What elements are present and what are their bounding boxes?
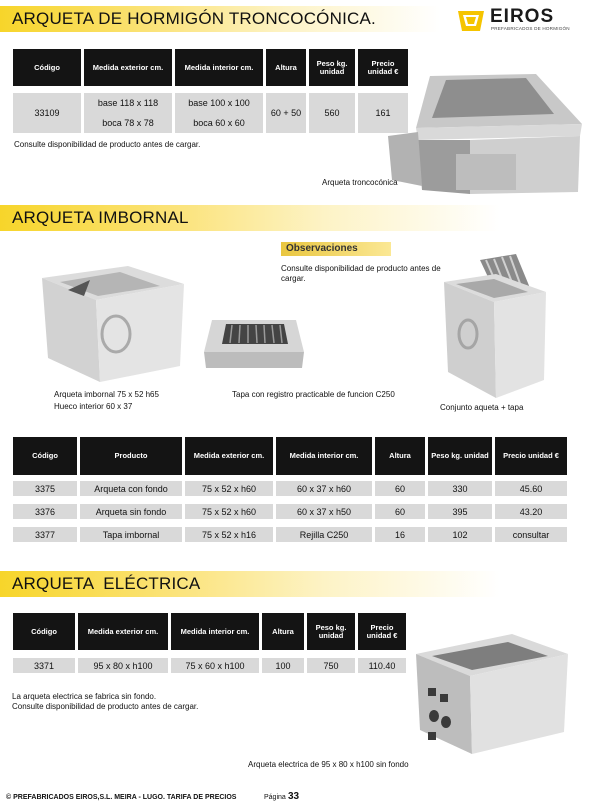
section-header-troncoconica	[0, 6, 440, 32]
conjunto-caption: Conjunto aqueta + tapa	[440, 403, 524, 412]
code-cell: 3376	[13, 504, 77, 519]
section-header-electrica	[0, 571, 500, 597]
col-header: Medida interior cm.	[171, 613, 259, 650]
conjunto-image	[440, 252, 550, 400]
height-cell: 60	[375, 481, 425, 496]
col-header: Precio unidad €	[495, 437, 567, 475]
ext-cell: 95 x 80 x h100	[78, 658, 168, 673]
col-header: Peso kg. unidad	[309, 49, 355, 86]
price-cell: consultar	[495, 527, 567, 542]
int-boca: boca 60 x 60	[193, 118, 245, 128]
footer-company: © PREFABRICADOS EIROS,S.L. MEIRA - LUGO. TARIFA DE PRECIOS	[6, 794, 237, 801]
imbornal-caption-2: Hueco interior 60 x 37	[54, 402, 133, 411]
weight-cell: 102	[428, 527, 492, 542]
observations-text: Consulte disponibilidad de producto antes de cargar.	[281, 264, 441, 283]
weight-cell: 330	[428, 481, 492, 496]
col-header: Altura	[375, 437, 425, 475]
ext-boca: boca 78 x 78	[102, 118, 154, 128]
brand-name: EIROS	[490, 6, 555, 27]
code-cell: 33109	[13, 93, 81, 133]
weight-cell: 750	[307, 658, 355, 673]
ext-base: base 118 x 118	[97, 98, 159, 108]
electrica-caption: Arqueta electrica de 95 x 80 x h100 sin fondo	[248, 760, 409, 769]
troncoconica-caption: Arqueta troncocónica	[322, 178, 398, 187]
imbornal-box-image	[38, 262, 188, 384]
height-cell: 100	[262, 658, 304, 673]
price-cell: 110.40	[358, 658, 406, 673]
imbornal-caption-1: Arqueta imbornal 75 x 52 h65	[54, 390, 159, 399]
table-row	[13, 93, 408, 133]
observations-title: Observaciones	[286, 243, 358, 254]
col-header: Peso kg. unidad	[307, 613, 355, 650]
price-cell: 43.20	[495, 504, 567, 519]
section-title: ARQUETA IMBORNAL	[12, 208, 189, 227]
footer-page-number: 33	[288, 791, 300, 802]
int-base: base 100 x 100	[188, 98, 250, 108]
table-row	[13, 481, 567, 496]
product-cell: Arqueta con fondo	[80, 481, 182, 496]
eiros-logo-icon	[456, 5, 486, 35]
availability-note: Consulte disponibilidad de producto antes de cargar.	[14, 140, 201, 149]
height-cell: 16	[375, 527, 425, 542]
col-header: Altura	[266, 49, 306, 86]
section-title: ARQUETA DE HORMIGÓN TRONCOCÓNICA.	[12, 9, 376, 28]
int-cell: 75 x 60 x h100	[171, 658, 259, 673]
col-header: Medida interior cm.	[276, 437, 372, 475]
height-cell: 60 + 50	[266, 93, 306, 133]
col-header: Medida interior cm.	[175, 49, 263, 86]
weight-cell: 395	[428, 504, 492, 519]
col-header: Código	[13, 49, 81, 86]
electrica-image	[396, 632, 576, 756]
ext-cell: 75 x 52 x h16	[185, 527, 273, 542]
ext-cell: 75 x 52 x h60	[185, 504, 273, 519]
product-cell: Tapa imbornal	[80, 527, 182, 542]
col-header: Código	[13, 613, 75, 650]
col-header: Altura	[262, 613, 304, 650]
weight-cell: 560	[309, 93, 355, 133]
code-cell: 3371	[13, 658, 75, 673]
col-header: Medida exterior cm.	[185, 437, 273, 475]
col-header: Peso kg. unidad	[428, 437, 492, 475]
tapa-image	[200, 316, 306, 372]
int-cell: 60 x 37 x h50	[276, 504, 372, 519]
table-row	[13, 504, 567, 519]
int-cell: 60 x 37 x h60	[276, 481, 372, 496]
electrica-table	[10, 613, 409, 673]
col-header: Producto	[80, 437, 182, 475]
table-row	[13, 527, 567, 542]
int-cell: Rejilla C250	[276, 527, 372, 542]
col-header: Medida exterior cm.	[84, 49, 172, 86]
col-header: Código	[13, 437, 77, 475]
ext-cell: 75 x 52 x h60	[185, 481, 273, 496]
price-cell: 45.60	[495, 481, 567, 496]
code-cell: 3375	[13, 481, 77, 496]
section-title: ARQUETA ELÉCTRICA	[12, 574, 201, 593]
brand-tagline: PREFABRICADOS DE HORMIGÓN	[491, 26, 570, 31]
col-header: Medida exterior cm.	[78, 613, 168, 650]
tapa-caption: Tapa con registro practicable de funcion C250	[232, 390, 395, 399]
imbornal-table	[10, 437, 570, 542]
table-row	[13, 658, 406, 673]
price-cell: 161	[358, 93, 408, 133]
footer-page-label: Página	[264, 794, 286, 801]
electrica-note-1: La arqueta electrica se fabrica sin fondo.	[12, 692, 157, 701]
col-header: Precio unidad €	[358, 613, 406, 650]
section-header-imbornal	[0, 205, 500, 231]
observations-badge	[281, 242, 391, 256]
height-cell: 60	[375, 504, 425, 519]
code-cell: 3377	[13, 527, 77, 542]
troncoconica-table	[10, 49, 411, 133]
product-cell: Arqueta sin fondo	[80, 504, 182, 519]
troncoconica-image	[386, 66, 586, 176]
electrica-note-2: Consulte disponibilidad de producto antes de cargar.	[12, 702, 199, 711]
col-header: Precio unidad €	[358, 49, 408, 86]
brand-logo	[456, 4, 588, 36]
